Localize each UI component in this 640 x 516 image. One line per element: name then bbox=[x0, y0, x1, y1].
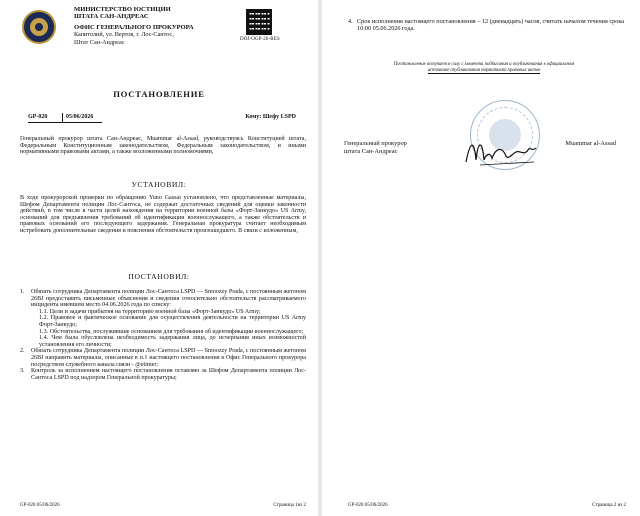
decision-marker: 2. bbox=[20, 348, 25, 355]
meta-underline bbox=[28, 122, 102, 123]
document-recipient: Кому: Шефу LSPD bbox=[245, 114, 296, 120]
subitem: 1.3. Обстоятельства, послужившие основанием для требования об идентификации военнослужащего; bbox=[39, 328, 304, 335]
office-name: ОФИС ГЕНЕРАЛЬНОГО ПРОКУРОРА bbox=[74, 23, 194, 31]
decision-text: Обязать сотрудника Департамента полиции Лос-Сантоса LSPD — Smoozzy Prada, с постоянным жетоном 26BJ направить материалы, описанные в п.1 настоящего постановления в Офис Генерального прокурора посредством служебного канала связи - @etimer; bbox=[31, 348, 306, 368]
decision-text: Обязать сотрудника Департамента полиции Лос-Сантоса LSPD — Smoozzy Prada, с постоянным жетоном 26BJ предоставить письменные объяснения и сведения относительно обстоятельств рассматриваемого инцидента имевшем место 04.06.2026 года по списку: bbox=[31, 289, 306, 309]
note-line-1: Постановление вступает в силу с момента подписания и опубликования в официальном bbox=[393, 62, 575, 67]
document-page-1 bbox=[0, 0, 318, 516]
page-footer-left: GP-020 05/06/2026 bbox=[20, 503, 60, 508]
decision-text: Контроль за исполнением настоящего постановления оставляю за Шефом Департамента полиции Лос-Сантоса LSPD под надзором Генеральной прокуратуры; bbox=[31, 368, 306, 381]
signer-role bbox=[344, 140, 407, 156]
established-paragraph: В ходе прокурорской проверки по обращению Yuno Gassai установлено, что представленные материалы, Шефом Департамента полиции Лос-Сантоса, не содержат достаточных сведений для оценки законности действий, в том числе в части целей нахождения на территории военной базы «Форт-Занкудо» US Army, оснований для предъявления требований об идентификации военнослужащего, а также обстоятельств и правовых оснований его последующего задержания. Генеральная прокуратура считает необходимым истребовать дополнительные сведения и пояснения обстоятельств произошедшего. В связи с изложенным, bbox=[20, 195, 306, 234]
decision-item-4 bbox=[348, 19, 624, 33]
letterhead bbox=[74, 6, 234, 46]
decision-subitems bbox=[31, 309, 306, 349]
address-line-1: Капитолий, ул. Вертов, г. Лос-Сантос, bbox=[74, 31, 174, 39]
handwritten-signature bbox=[462, 132, 542, 172]
state-name: ШТАТА САН-АНДРЕАС bbox=[74, 13, 149, 21]
decisions-list bbox=[20, 289, 306, 381]
subitem: 1.4. Чем была обусловлена необходимость задержания лица, до исчерпания иных возможностей установления его личности; bbox=[39, 335, 306, 348]
entry-into-force-note bbox=[344, 62, 624, 74]
page-footer-left: GP-020 05/06/2026 bbox=[348, 503, 388, 508]
decision-item bbox=[20, 368, 306, 381]
decision-marker: 3. bbox=[20, 368, 25, 375]
address-line-2: Штат Сан-Андреас bbox=[74, 38, 125, 46]
ministry-name: МИНИСТЕРСТВО ЮСТИЦИИ bbox=[74, 6, 171, 13]
decision-item bbox=[20, 289, 306, 348]
document-meta bbox=[28, 114, 296, 124]
signer-role-line-1: Генеральный прокурор bbox=[344, 140, 407, 147]
decision-text: Срок исполнения настоящего постановления – 12 (двенадцать) часов, считать началом течения срока 10:00 05.06.2026 года. bbox=[357, 18, 624, 32]
document-date: 05/06/2026 bbox=[66, 114, 94, 120]
decision-marker: 1. bbox=[20, 289, 25, 295]
qr-code-label: DOJ-OGP-26-RES bbox=[240, 37, 280, 42]
decision-marker: 4. bbox=[348, 18, 353, 25]
decision-item bbox=[20, 348, 306, 368]
subitem: 1.1. Цели и задачи прибытия на территорию военной базы «Форт-Занкудо» US Army; bbox=[39, 308, 261, 315]
attorney-general-seal-icon bbox=[22, 10, 56, 44]
document-number: GP-020 bbox=[28, 114, 48, 120]
document-title: ПОСТАНОВЛЕНИЕ bbox=[113, 89, 205, 99]
note-line-2: источнике опубликования нормативно правовых актов bbox=[427, 68, 541, 73]
page-footer-right: Страница 2 из 2 bbox=[592, 503, 626, 508]
signer-name: Muammar al-Assad bbox=[565, 140, 616, 147]
subitem: 1.2. Правовое и фактическое основание для осуществления деятельности на территории US Army Форт-Занкудо; bbox=[39, 315, 306, 328]
signer-role-line-2: штата Сан-Андреас bbox=[344, 148, 398, 155]
document-page-2 bbox=[322, 0, 640, 516]
decided-heading: ПОСТАНОВИЛ: bbox=[128, 272, 190, 281]
intro-paragraph: Генеральный прокурор штата Сан-Андреас, Muammar al-Assad, руководствуясь Конституцией штата, Федеральным Конституционным законодательством, Федеральным законодательством, и иными нормативными правовыми актами, а также возложенными полномочиями, bbox=[20, 136, 306, 156]
qr-code-icon bbox=[246, 9, 272, 35]
page-footer-right: Страница 1из 2 bbox=[273, 503, 306, 508]
established-heading: УСТАНОВИЛ: bbox=[131, 180, 187, 189]
